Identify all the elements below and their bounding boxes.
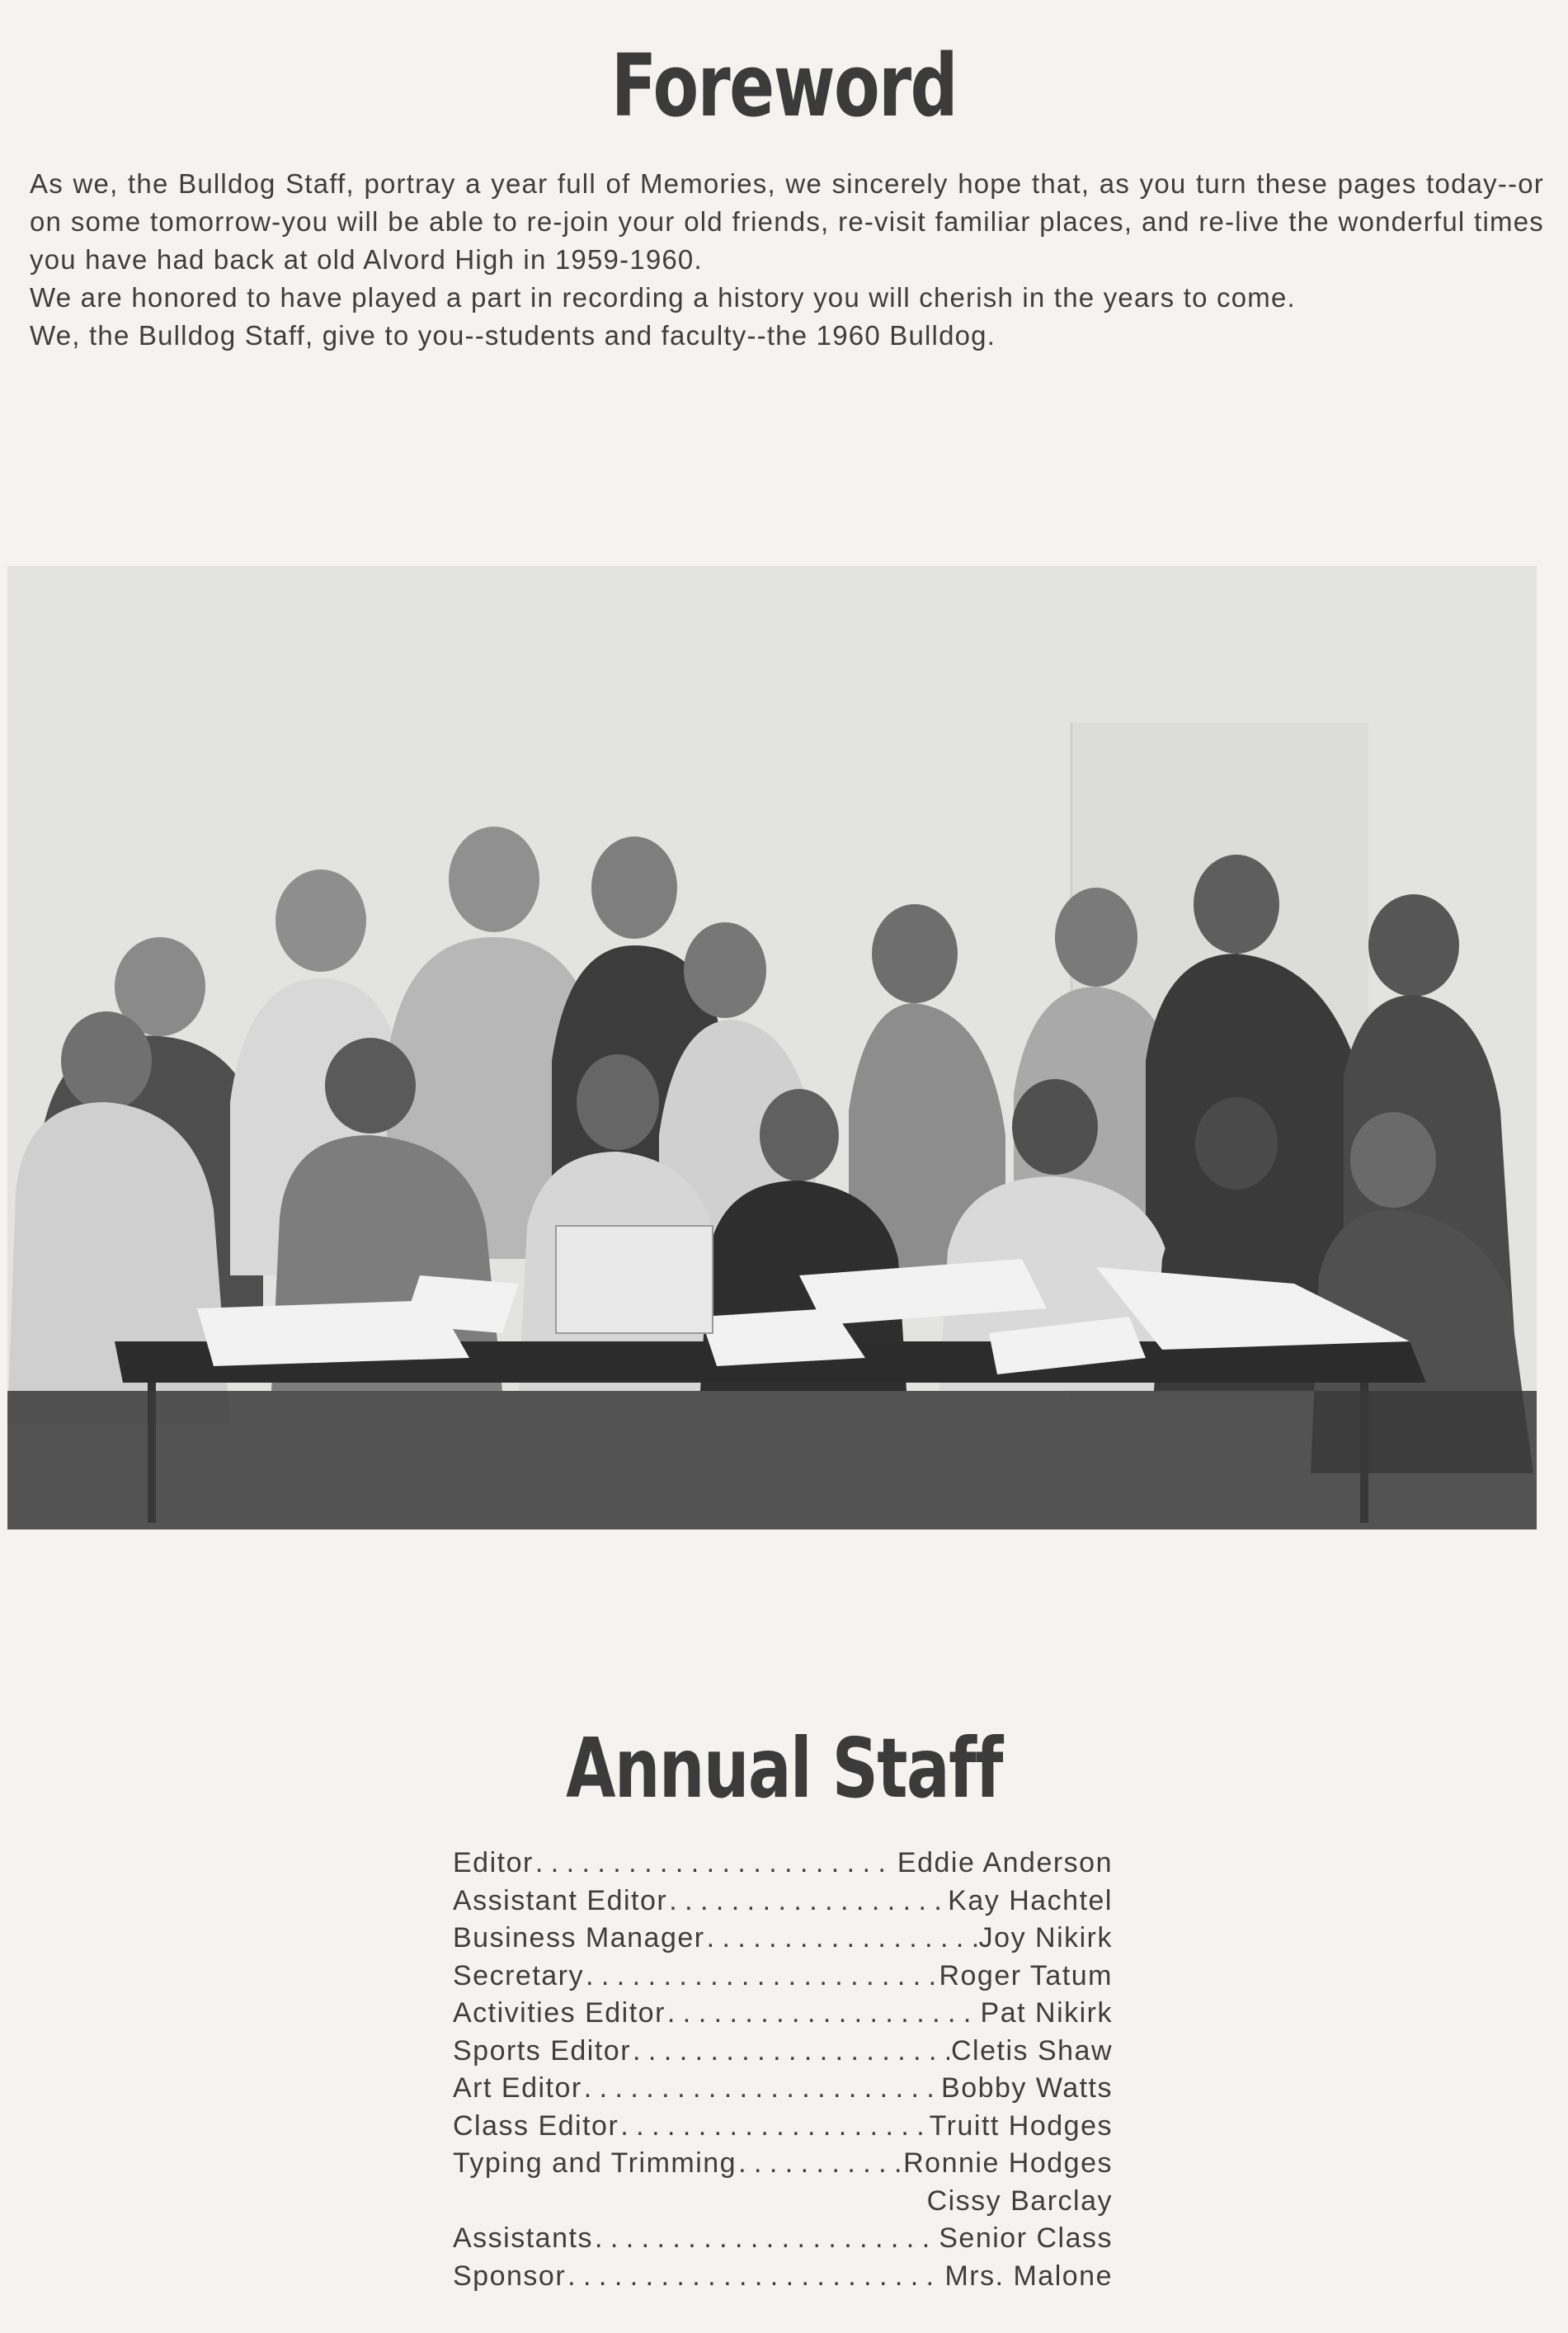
staff-name: Bobby Watts [941,2072,1113,2104]
staff-row [453,1958,1113,1996]
staff-role: Sponsor [453,2260,567,2292]
staff-role: Assistants [453,2222,593,2254]
staff-name: Cissy Barclay [926,2185,1113,2217]
dot-leader [707,1920,977,1958]
dot-leader [586,1958,937,1996]
dot-leader [633,2033,949,2071]
staff-row [453,2220,1113,2258]
staff-name: Pat Nikirk [980,1997,1113,2029]
staff-name: Truitt Hodges [929,2109,1113,2142]
staff-group-photo [7,566,1537,1529]
staff-name: Cletis Shaw [950,2034,1113,2067]
staff-row [453,1845,1113,1883]
group-photo-illustration [7,566,1537,1529]
staff-row [453,2033,1113,2071]
annual-staff-title: Annual Staff [566,1720,1002,1817]
dot-leader [584,2070,939,2108]
staff-role: Class Editor [453,2109,619,2142]
staff-row [453,1920,1113,1958]
staff-name: Ronnie Hodges [903,2147,1113,2179]
staff-row [453,2145,1113,2183]
dot-leader [620,2108,927,2146]
staff-role: Activities Editor [453,1997,666,2029]
foreword-paragraph-3: We, the Bulldog Staff, give to you--students and faculty--the 1960 Bulldog. [30,320,996,351]
staff-role: Art Editor [453,2072,582,2104]
staff-row [453,2258,1113,2296]
staff-role: Sports Editor [453,2034,632,2067]
staff-role: Secretary [453,1959,584,1991]
staff-row [453,1883,1113,1921]
staff-role: Business Manager [453,1922,705,1954]
dot-leader [535,1845,896,1883]
foreword-paragraph-1: As we, the Bulldog Staff, portray a year full of Memories, we sincerely hope that, as you turn these pages today--or on some tomorrow-you will be able to re-join your old friends, re-visit familiar places, and re-live the wonderful times you have had back at old Alvord High in 1959-1960. [30,168,1544,275]
staff-name: Mrs. Malone [944,2260,1113,2292]
staff-name: Senior Class [939,2222,1113,2254]
staff-row [453,2108,1113,2146]
dot-leader [595,2220,937,2258]
staff-name: Joy Nikirk [978,1922,1113,1954]
staff-row [453,2070,1113,2108]
staff-row [453,2183,1113,2221]
foreword-title: Foreword [610,35,958,136]
foreword-paragraph-2: We are honored to have played a part in recording a history you will cherish in the years to come. [30,282,1296,313]
dot-leader [567,2258,943,2296]
typewriter [556,1226,713,1333]
dot-leader [669,1883,946,1921]
staff-name: Kay Hachtel [948,1884,1113,1916]
staff-name: Eddie Anderson [897,1847,1113,1878]
staff-row [453,1995,1113,2033]
staff-list [453,1845,1113,2295]
staff-name: Roger Tatum [939,1959,1113,1991]
staff-role: Typing and Trimming [453,2147,737,2179]
foreword-text [30,165,1544,355]
staff-role: Assistant Editor [453,1884,668,1916]
dot-leader [667,1995,979,2033]
staff-role: Editor [453,1847,534,1878]
dot-leader [738,2145,902,2183]
